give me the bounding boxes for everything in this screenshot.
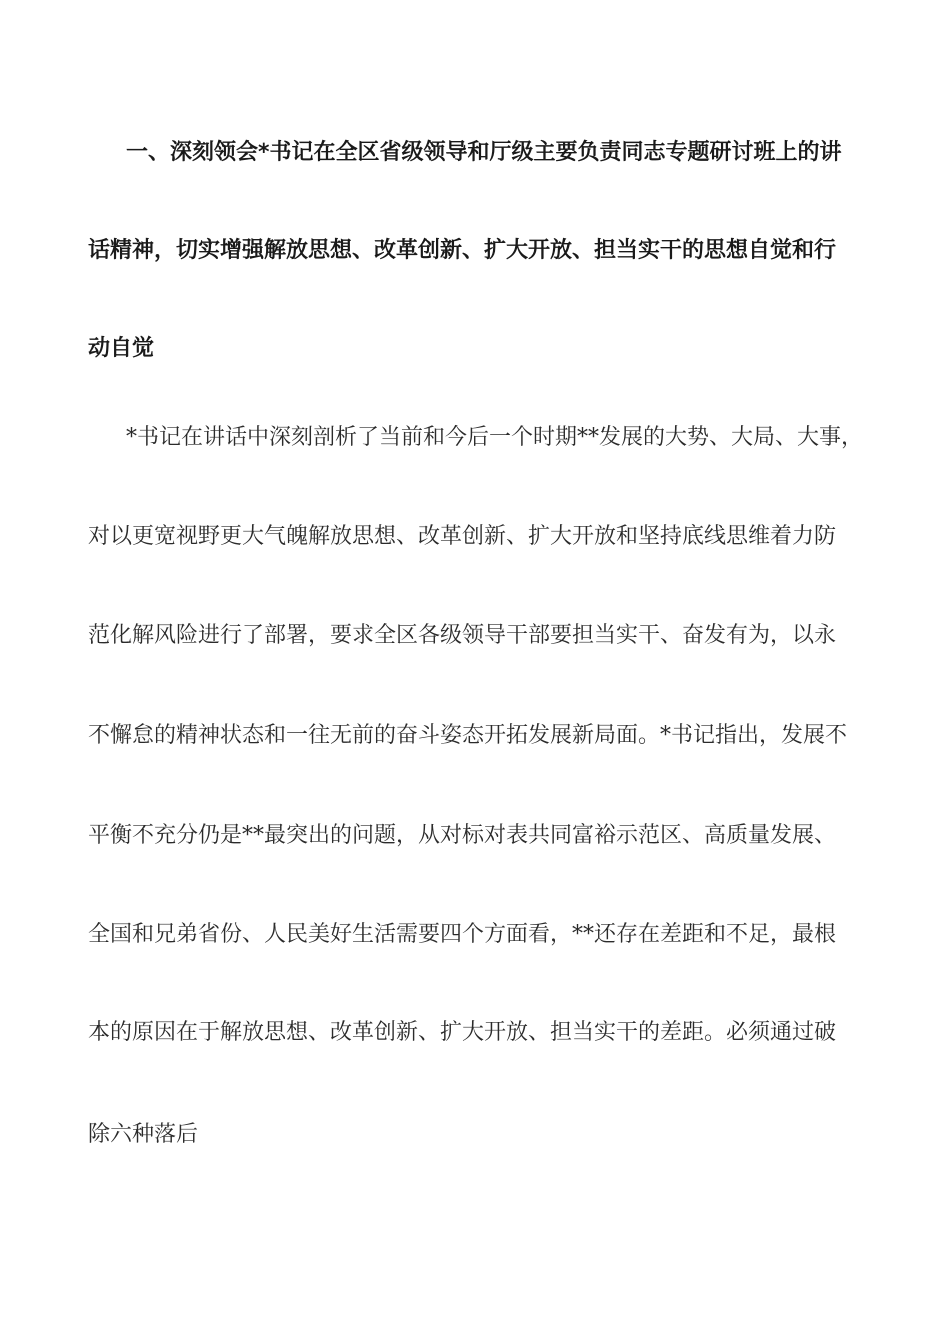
section-heading-line-3: 动自觉 [88, 336, 155, 361]
body-paragraph-line-5: 平衡不充分仍是**最突出的问题，从对标对表共同富裕示范区、高质量发展、 [88, 823, 837, 848]
section-heading-line-1: 一、深刻领会*书记在全区省级领导和厅级主要负责同志专题研讨班上的讲 [126, 140, 842, 165]
body-paragraph-line-6: 全国和兄弟省份、人民美好生活需要四个方面看，**还存在差距和不足，最根 [88, 922, 837, 947]
body-paragraph-line-2: 对以更宽视野更大气魄解放思想、改革创新、扩大开放和坚持底线思维着力防 [88, 524, 837, 549]
body-paragraph-line-8: 除六种落后 [88, 1122, 199, 1147]
section-heading-line-2: 话精神，切实增强解放思想、改革创新、扩大开放、担当实干的思想自觉和行 [88, 238, 837, 263]
body-paragraph-line-4: 不懈怠的精神状态和一往无前的奋斗姿态开拓发展新局面。*书记指出，发展不 [88, 723, 848, 748]
body-paragraph-line-7: 本的原因在于解放思想、改革创新、扩大开放、担当实干的差距。必须通过破 [88, 1020, 837, 1045]
body-paragraph-line-1: *书记在讲话中深刻剖析了当前和今后一个时期**发展的大势、大局、大事， [126, 425, 864, 450]
body-paragraph-line-3: 范化解风险进行了部署，要求全区各级领导干部要担当实干、奋发有为，以永 [88, 623, 837, 648]
